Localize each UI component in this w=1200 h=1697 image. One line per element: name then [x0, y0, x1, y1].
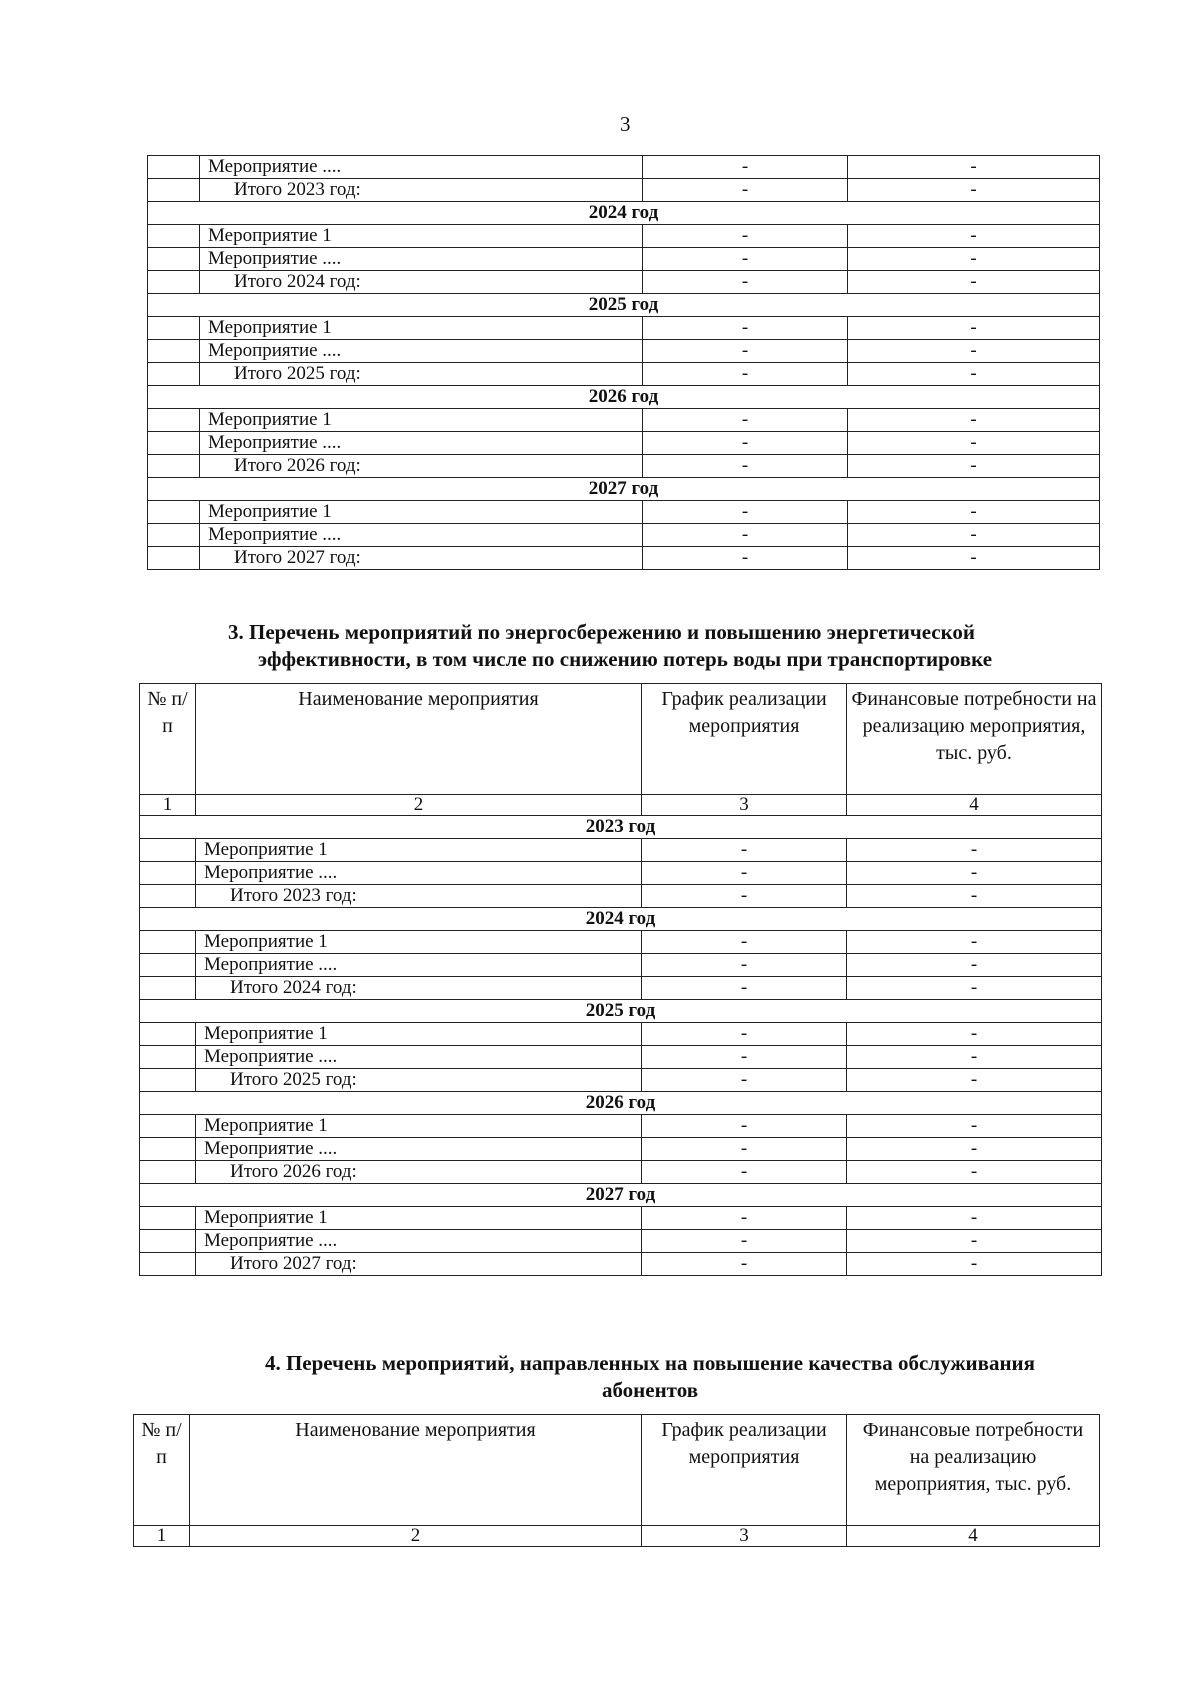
table-row [148, 432, 1100, 455]
finance-cell: - [847, 1207, 1102, 1230]
year-heading: 2026 год [140, 1092, 1102, 1115]
row-number-cell [140, 1115, 196, 1138]
column-index: 4 [847, 1526, 1100, 1547]
schedule-cell: - [642, 931, 847, 954]
table-header-row [134, 1415, 1100, 1526]
table-row [140, 1207, 1102, 1230]
schedule-cell: - [642, 839, 847, 862]
schedule-cell: - [642, 1115, 847, 1138]
total-label: Итого 2023 год: [200, 179, 643, 202]
total-row [148, 271, 1100, 294]
total-row [148, 455, 1100, 478]
row-number-cell [140, 1207, 196, 1230]
year-heading: 2027 год [148, 478, 1100, 501]
header-name: Наименование мероприятия [190, 1415, 642, 1526]
table-row [148, 340, 1100, 363]
total-row [140, 1253, 1102, 1276]
year-group-row [148, 478, 1100, 501]
schedule-cell: - [643, 248, 848, 271]
finance-cell: - [848, 524, 1100, 547]
row-number-cell [140, 1253, 196, 1276]
row-number-cell [148, 225, 200, 248]
table-row [148, 248, 1100, 271]
row-number-cell [140, 1023, 196, 1046]
section-4-title [200, 1350, 1100, 1404]
row-number-cell [140, 1138, 196, 1161]
measures-table-continued [147, 155, 1100, 570]
finance-cell: - [848, 179, 1100, 202]
row-number-cell [140, 931, 196, 954]
table-row [140, 839, 1102, 862]
finance-cell: - [847, 977, 1102, 1000]
table-row [140, 1230, 1102, 1253]
energy-saving-measures-table [139, 683, 1102, 1276]
year-group-row [140, 908, 1102, 931]
table-header-row [140, 684, 1102, 795]
schedule-cell: - [642, 1138, 847, 1161]
row-number-cell [148, 248, 200, 271]
measure-name: Мероприятие .... [196, 862, 642, 885]
table-row [140, 931, 1102, 954]
year-heading: 2026 год [148, 386, 1100, 409]
total-label: Итого 2025 год: [200, 363, 643, 386]
row-number-cell [140, 977, 196, 1000]
measure-name: Мероприятие 1 [196, 1115, 642, 1138]
row-number-cell [148, 271, 200, 294]
header-schedule: График реализации мероприятия [642, 1415, 847, 1526]
section-3-title-line2: эффективности, в том числе по снижению потерь воды при транспортировке [258, 647, 993, 671]
section-3-title [228, 619, 1108, 673]
schedule-cell: - [643, 501, 848, 524]
finance-cell: - [848, 317, 1100, 340]
finance-cell: - [847, 1046, 1102, 1069]
header-schedule: График реализации мероприятия [642, 684, 847, 795]
measure-name: Мероприятие .... [200, 156, 643, 179]
total-label: Итого 2024 год: [196, 977, 642, 1000]
row-number-cell [148, 156, 200, 179]
schedule-cell: - [643, 363, 848, 386]
table-row [148, 317, 1100, 340]
schedule-cell: - [642, 885, 847, 908]
column-index: 1 [134, 1526, 190, 1547]
column-index-row [140, 795, 1102, 816]
row-number-cell [140, 1230, 196, 1253]
table-row [140, 862, 1102, 885]
table-row [148, 156, 1100, 179]
schedule-cell: - [642, 977, 847, 1000]
year-heading: 2025 год [140, 1000, 1102, 1023]
measure-name: Мероприятие 1 [196, 1207, 642, 1230]
row-number-cell [140, 839, 196, 862]
finance-cell: - [848, 547, 1100, 570]
year-heading: 2024 год [140, 908, 1102, 931]
finance-cell: - [847, 839, 1102, 862]
year-group-row [140, 1092, 1102, 1115]
year-heading: 2023 год [140, 816, 1102, 839]
section-3-title-line1: 3. Перечень мероприятий по энергосбережению и повышению энергетической [228, 620, 976, 644]
measure-name: Мероприятие .... [200, 248, 643, 271]
measure-name: Мероприятие 1 [200, 409, 643, 432]
measure-name: Мероприятие .... [196, 1046, 642, 1069]
finance-cell: - [847, 1115, 1102, 1138]
finance-cell: - [848, 455, 1100, 478]
schedule-cell: - [642, 954, 847, 977]
finance-cell: - [847, 885, 1102, 908]
schedule-cell: - [642, 1023, 847, 1046]
year-group-row [148, 294, 1100, 317]
table-row [140, 1023, 1102, 1046]
finance-cell: - [848, 501, 1100, 524]
column-index: 3 [642, 1526, 847, 1547]
table-row [148, 524, 1100, 547]
finance-cell: - [848, 248, 1100, 271]
row-number-cell [148, 547, 200, 570]
finance-cell: - [847, 1161, 1102, 1184]
finance-cell: - [847, 1069, 1102, 1092]
row-number-cell [148, 179, 200, 202]
total-label: Итого 2023 год: [196, 885, 642, 908]
schedule-cell: - [642, 1253, 847, 1276]
measure-name: Мероприятие .... [200, 340, 643, 363]
finance-cell: - [847, 1253, 1102, 1276]
column-index: 1 [140, 795, 196, 816]
total-row [140, 1161, 1102, 1184]
header-name: Наименование мероприятия [196, 684, 642, 795]
schedule-cell: - [642, 1069, 847, 1092]
table-row [148, 225, 1100, 248]
total-label: Итого 2026 год: [196, 1161, 642, 1184]
measure-name: Мероприятие 1 [196, 839, 642, 862]
row-number-cell [148, 524, 200, 547]
row-number-cell [148, 501, 200, 524]
row-number-cell [148, 455, 200, 478]
row-number-cell [148, 317, 200, 340]
finance-cell: - [847, 954, 1102, 977]
finance-cell: - [847, 1230, 1102, 1253]
total-row [140, 1069, 1102, 1092]
schedule-cell: - [643, 524, 848, 547]
schedule-cell: - [643, 432, 848, 455]
schedule-cell: - [643, 547, 848, 570]
row-number-cell [148, 409, 200, 432]
page-number: 3 [620, 112, 631, 136]
table-row [148, 409, 1100, 432]
table-row [140, 1046, 1102, 1069]
schedule-cell: - [643, 179, 848, 202]
schedule-cell: - [643, 271, 848, 294]
row-number-cell [140, 954, 196, 977]
total-row [140, 977, 1102, 1000]
schedule-cell: - [642, 1161, 847, 1184]
column-index-row [134, 1526, 1100, 1547]
schedule-cell: - [642, 1230, 847, 1253]
header-finance: Финансовые потребности на реализацию мероприятия, тыс. руб. [847, 684, 1102, 795]
schedule-cell: - [643, 156, 848, 179]
column-index: 3 [642, 795, 847, 816]
row-number-cell [148, 432, 200, 455]
year-group-row [148, 386, 1100, 409]
schedule-cell: - [643, 225, 848, 248]
service-quality-measures-table [133, 1414, 1100, 1547]
total-label: Итого 2027 год: [200, 547, 643, 570]
header-finance: Финансовые потребности на реализацию мероприятия, тыс. руб. [847, 1415, 1100, 1526]
finance-cell: - [848, 225, 1100, 248]
column-index: 2 [196, 795, 642, 816]
year-group-row [140, 1184, 1102, 1207]
schedule-cell: - [642, 1046, 847, 1069]
finance-cell: - [848, 271, 1100, 294]
schedule-cell: - [643, 317, 848, 340]
total-row [148, 363, 1100, 386]
row-number-cell [140, 862, 196, 885]
table-row [140, 1138, 1102, 1161]
total-label: Итого 2026 год: [200, 455, 643, 478]
total-label: Итого 2027 год: [196, 1253, 642, 1276]
finance-cell: - [848, 409, 1100, 432]
finance-cell: - [847, 862, 1102, 885]
schedule-cell: - [643, 340, 848, 363]
finance-cell: - [847, 1023, 1102, 1046]
measure-name: Мероприятие .... [196, 954, 642, 977]
measure-name: Мероприятие .... [200, 524, 643, 547]
year-group-row [148, 202, 1100, 225]
row-number-cell [140, 1069, 196, 1092]
table-row [148, 501, 1100, 524]
year-heading: 2027 год [140, 1184, 1102, 1207]
header-num: № п/п [140, 684, 196, 795]
measure-name: Мероприятие .... [196, 1138, 642, 1161]
row-number-cell [140, 1046, 196, 1069]
finance-cell: - [848, 363, 1100, 386]
schedule-cell: - [642, 862, 847, 885]
measure-name: Мероприятие .... [200, 432, 643, 455]
header-num: № п/п [134, 1415, 190, 1526]
finance-cell: - [847, 1138, 1102, 1161]
measure-name: Мероприятие 1 [196, 931, 642, 954]
column-index: 2 [190, 1526, 642, 1547]
total-label: Итого 2025 год: [196, 1069, 642, 1092]
year-group-row [140, 816, 1102, 839]
total-row [140, 885, 1102, 908]
schedule-cell: - [642, 1207, 847, 1230]
table-row [140, 954, 1102, 977]
table-row [140, 1115, 1102, 1138]
year-heading: 2025 год [148, 294, 1100, 317]
total-row [148, 179, 1100, 202]
year-group-row [140, 1000, 1102, 1023]
measure-name: Мероприятие 1 [196, 1023, 642, 1046]
finance-cell: - [848, 340, 1100, 363]
measure-name: Мероприятие .... [196, 1230, 642, 1253]
total-row [148, 547, 1100, 570]
measure-name: Мероприятие 1 [200, 501, 643, 524]
year-heading: 2024 год [148, 202, 1100, 225]
finance-cell: - [848, 156, 1100, 179]
finance-cell: - [848, 432, 1100, 455]
measure-name: Мероприятие 1 [200, 317, 643, 340]
row-number-cell [140, 1161, 196, 1184]
row-number-cell [140, 885, 196, 908]
row-number-cell [148, 363, 200, 386]
schedule-cell: - [643, 409, 848, 432]
row-number-cell [148, 340, 200, 363]
measure-name: Мероприятие 1 [200, 225, 643, 248]
schedule-cell: - [643, 455, 848, 478]
section-4-title-line2: абонентов [601, 1378, 699, 1402]
section-4-title-line1: 4. Перечень мероприятий, направленных на повышение качества обслуживания [264, 1351, 1036, 1375]
finance-cell: - [847, 931, 1102, 954]
total-label: Итого 2024 год: [200, 271, 643, 294]
column-index: 4 [847, 795, 1102, 816]
